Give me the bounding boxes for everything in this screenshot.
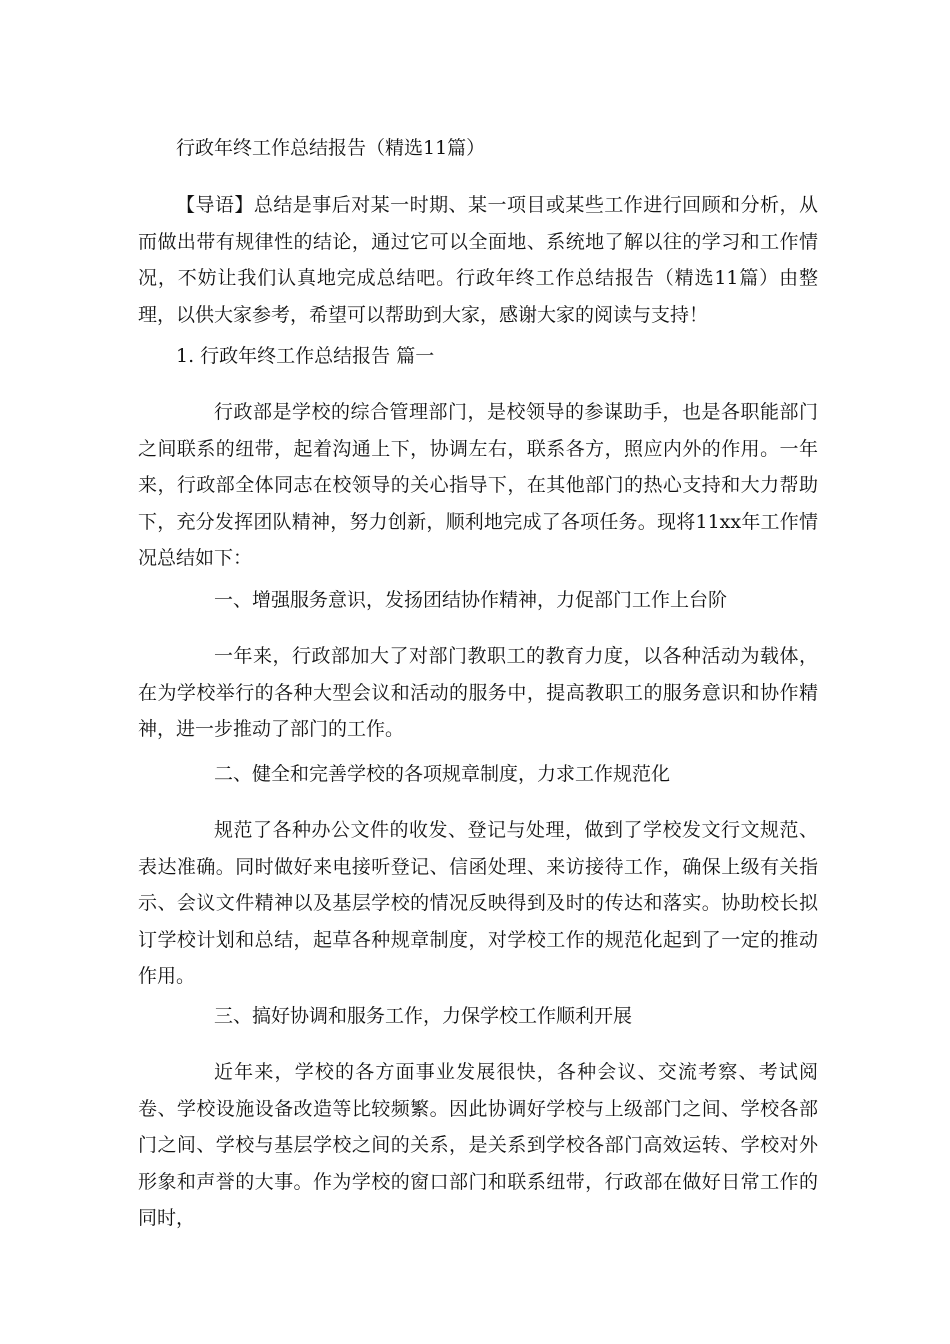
body-paragraph-3: 规范了各种办公文件的收发、登记与处理，做到了学校发文行文规范、表达准确。同时做好来电接听登记、信函处理、来访接待工作，确保上级有关指示、会议文件精神以及基层学校的情况反映得到及时的传达和落实。协助校长拟订学校计划和总结，起草各种规章制度，对学校工作的规范化起到了一定的推动作用。 xyxy=(138,819,818,988)
body-paragraph-1: 行政部是学校的综合管理部门，是校领导的参谋助手，也是各职能部门之间联系的纽带，起着沟通上下，协调左右，联系各方，照应内外的作用。一年来，行政部全体同志在校领导的关心指导下，在其他部门的热心支持和大力帮助下，充分发挥团队精神，努力创新，顺利地完成了各项任务。现将11xx年工作情况总结如下： xyxy=(138,401,818,570)
subheading-2: 二、健全和完善学校的各项规章制度，力求工作规范化 xyxy=(214,763,671,785)
subheading-1: 一、增强服务意识，发扬团结协作精神，力促部门工作上台阶 xyxy=(214,589,728,611)
body-paragraph-4: 近年来，学校的各方面事业发展很快，各种会议、交流考察、考试阅卷、学校设施设备改造等比较频繁。因此协调好学校与上级部门之间、学校各部门之间、学校与基层学校之间的关系，是关系到学校各部门高效运转、学校对外形象和声誉的大事。作为学校的窗口部门和联系纽带，行政部在做好日常工作的同时， xyxy=(138,1061,818,1230)
subheading-3: 三、搞好协调和服务工作，力保学校工作顺利开展 xyxy=(214,1005,633,1027)
section-heading: 1. 行政年终工作总结报告 篇一 xyxy=(176,345,435,367)
intro-paragraph: 【导语】总结是事后对某一时期、某一项目或某些工作进行回顾和分析，从而做出带有规律性的结论，通过它可以全面地、系统地了解以往的学习和工作情况，不妨让我们认真地完成总结吧。行政年终工作总结报告（精选11篇）由整理，以供大家参考，希望可以帮助到大家，感谢大家的阅读与支持！ xyxy=(138,194,818,326)
document-title: 行政年终工作总结报告（精选11篇） xyxy=(176,137,486,159)
body-paragraph-2: 一年来，行政部加大了对部门教职工的教育力度，以各种活动为载体，在为学校举行的各种大型会议和活动的服务中，提高教职工的服务意识和协作精神，进一步推动了部门的工作。 xyxy=(138,645,818,741)
